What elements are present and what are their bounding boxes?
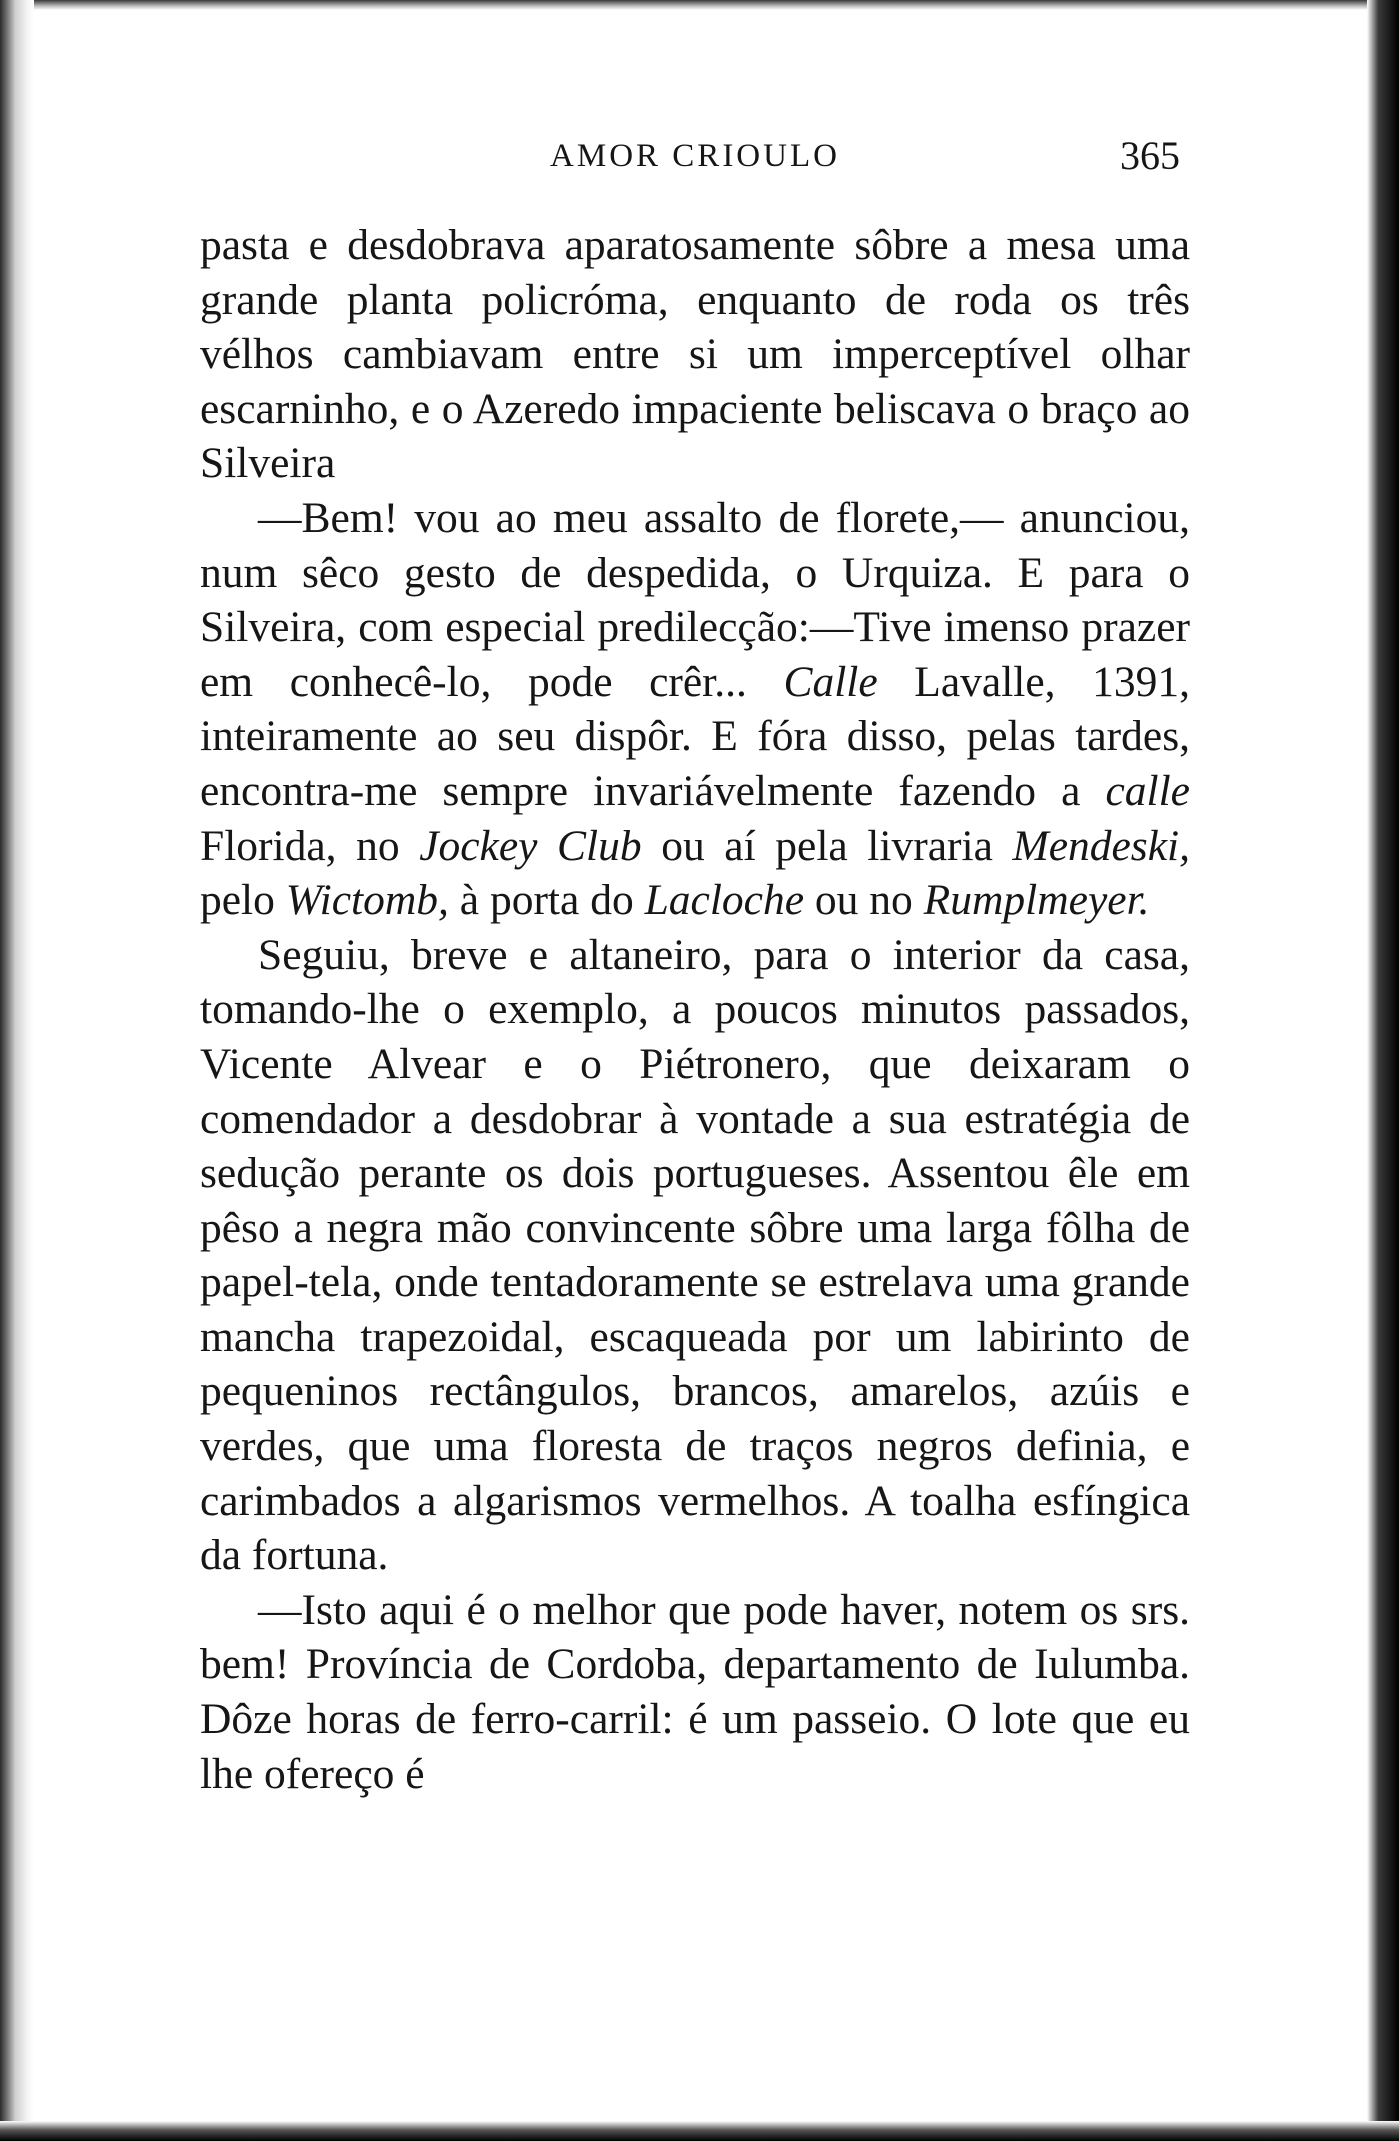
paragraph-2-text-d: ou aí pela livraria: [641, 821, 1013, 870]
running-head: [200, 120, 1190, 190]
italic-wictomb: Wictomb,: [285, 876, 449, 925]
paragraph-1: pasta e desdobrava aparatosamente sôbre a mesa uma grande planta policróma, enquanto de roda os três vélhos cambiavam entre si um imperceptível olhar escarninho, e o Azeredo impaciente beliscava o braço ao Silveira: [200, 221, 1190, 488]
italic-jockey-club: Jockey Club: [419, 821, 642, 870]
paragraph-4: —Isto aqui é o melhor que pode haver, notem os srs. bem! Província de Cordoba, departamento de Iulumba. Dôze horas de ferro-carril: é um passeio. O lote que eu lhe ofereço é: [200, 1585, 1190, 1798]
italic-calle-2: calle: [1105, 766, 1190, 815]
paragraph-2-text-a: —Bem! vou ao meu assalto de florete,— anunciou, num sêco gesto de despedida, o Urquiza. E para o Silveira, com especial predilecção:—Tive imenso prazer em conhecê-lo, pode crêr...: [200, 493, 1190, 706]
paragraph-2-text-g: ou no: [804, 876, 924, 925]
page-number: 365: [1120, 133, 1180, 178]
paragraph-2-text-e: pelo: [200, 876, 286, 925]
running-title: AMOR CRIOULO: [550, 138, 840, 174]
paragraph-2-text-c: Florida, no: [200, 821, 420, 870]
italic-rumplmeyer: Rumplmeyer.: [923, 876, 1150, 925]
scan-border-right: [1367, 0, 1399, 2141]
italic-mendeski: Mendeski,: [1012, 821, 1191, 870]
body-text: [200, 218, 1190, 1801]
italic-lacloche: Lacloche: [644, 876, 805, 925]
paragraph-2: [200, 491, 1190, 928]
scan-border-left: [0, 0, 34, 2141]
scan-border-bottom: [0, 2121, 1399, 2141]
scan-border-top: [0, 0, 1399, 10]
paragraph-3: Seguiu, breve e altaneiro, para o interior da casa, tomando-lhe o exemplo, a poucos minutos passados, Vicente Alvear e o Piétronero, que deixaram o comendador a desdobrar à vontade a sua estratégia de sedução perante os dois portugueses. Assentou êle em pêso a negra mão convincente sôbre uma larga fôlha de papel-tela, onde tentadoramente se estrelava uma grande mancha trapezoidal, escaqueada por um labirinto de pequeninos rectângulos, brancos, amarelos, azúis e verdes, que uma floresta de traços negros definia, e carimbados a algarismos vermelhos. A toalha esfíngica da fortuna.: [200, 930, 1190, 1580]
paragraph-2-text-f: à porta do: [448, 876, 645, 925]
paragraph-2-text-b: Lavalle, 1391, inteiramente ao seu dispôr. E fóra disso, pelas tardes, encontra-me sempre invariávelmente fazendo a: [200, 657, 1190, 815]
italic-calle: Calle: [783, 657, 878, 706]
book-page: [200, 120, 1190, 2040]
